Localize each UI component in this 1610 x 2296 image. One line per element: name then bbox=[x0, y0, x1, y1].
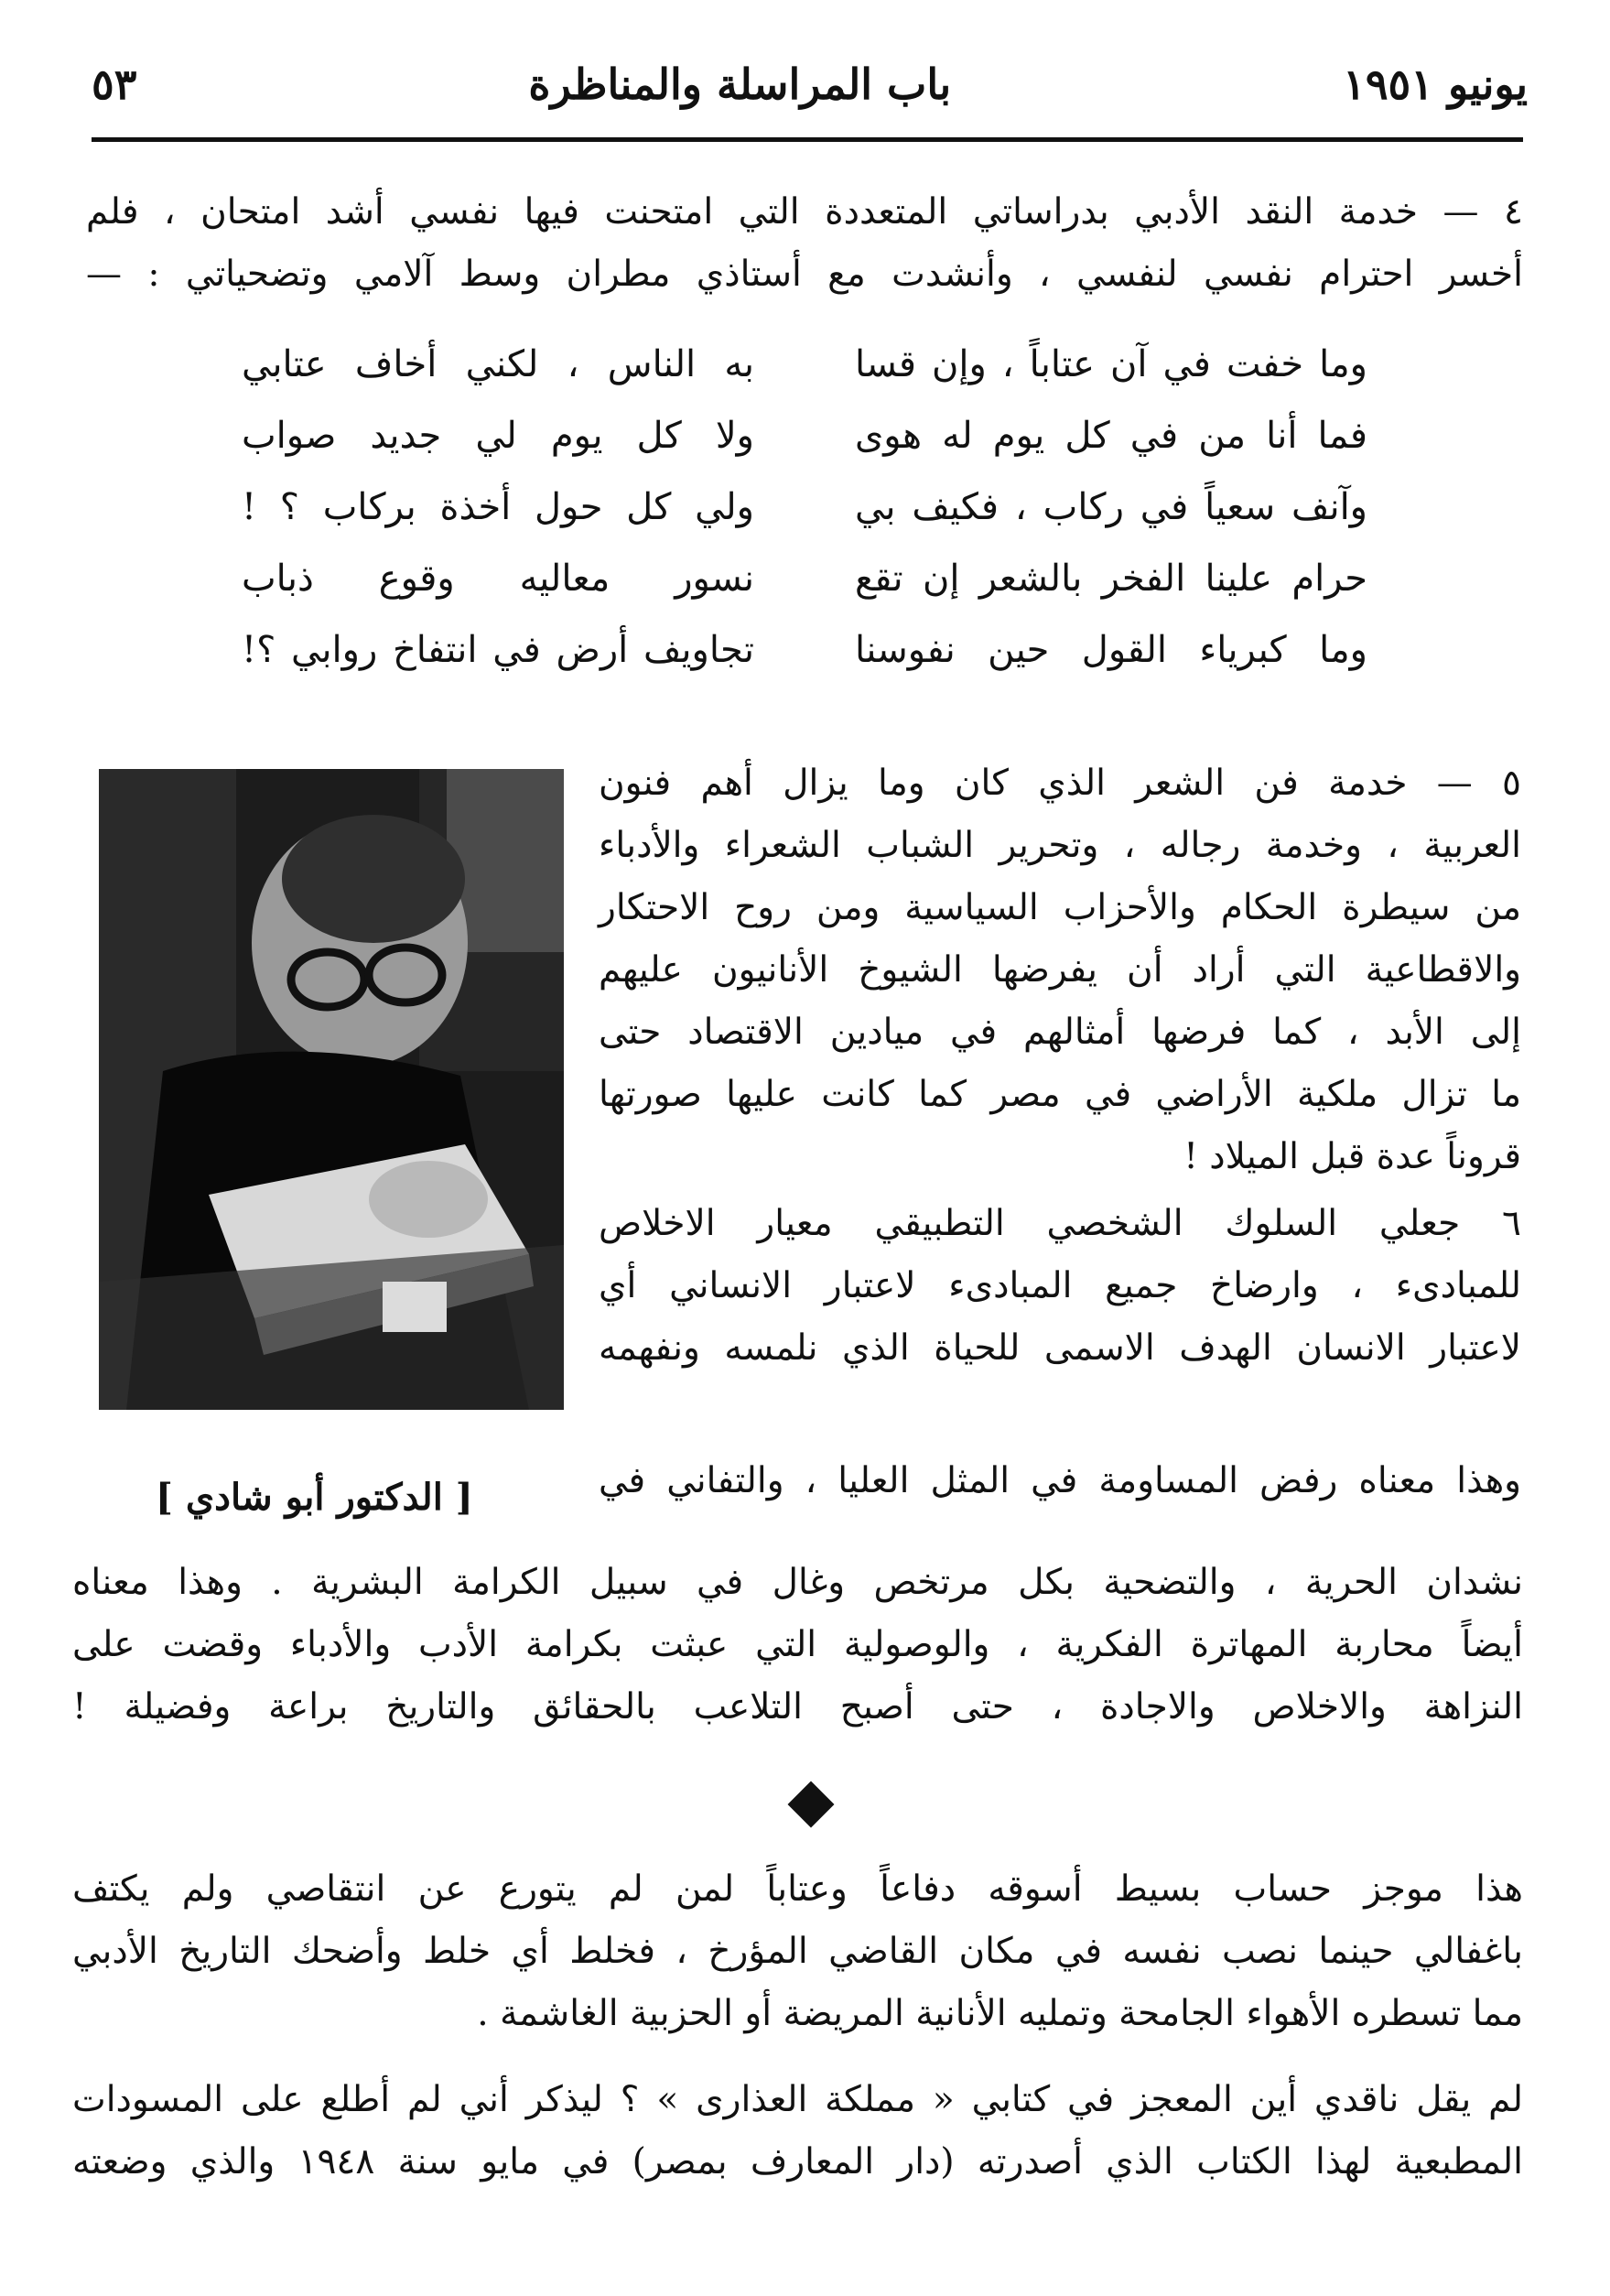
para-4-line-1: ٤ — خدمة النقد الأدبي بدراساتي المتعددة التي امتحنت فيها نفسي أشد امتحان ، فلم bbox=[86, 191, 1523, 233]
para-6-line: للمبادىء ، وارضاخ جميع المبادىء لاعتبار الانساني أي bbox=[599, 1265, 1521, 1306]
para-6-line: وهذا معناه رفض المساومة في المثل العليا ، والتفاني في bbox=[599, 1460, 1521, 1501]
verse-first-hemistich: وآنف سعياً في ركاب ، فكيف بي bbox=[855, 486, 1367, 528]
para-6-continuation-line: نشدان الحرية ، والتضحية بكل مرتخص وغال في سبيل الكرامة البشرية . وهذا معناه bbox=[72, 1562, 1523, 1603]
verse-first-hemistich: وما خفت في آن عتاباً ، وإن قسا bbox=[855, 343, 1367, 385]
para-5-line: والاقطاعية التي أراد أن يفرضها الشيوخ الأنانيون عليهم bbox=[599, 949, 1521, 991]
para-5-line: العربية ، وخدمة رجاله ، وتحرير الشباب الشعراء والأدباء bbox=[599, 825, 1521, 866]
verse-row bbox=[242, 343, 1367, 413]
para-5-line: إلى الأبد ، كما فرضها أمثالهم في ميادين الاقتصاد حتى bbox=[599, 1012, 1521, 1053]
closing-1-line: مما تسطره الأهواء الجامحة وتمليه الأنانية المريضة أو الحزبية الغاشمة . bbox=[477, 1993, 1523, 2034]
closing-1-line: باغفالي حينما نصب نفسه في مكان القاضي المؤرخ ، فخلط أي خلط وأضحك التاريخ الأدبي bbox=[72, 1931, 1523, 1972]
verse-row bbox=[242, 558, 1367, 627]
section-divider-diamond bbox=[788, 1782, 835, 1828]
author-signature: [ الدكتور أبو شادي ] bbox=[156, 1476, 473, 1519]
verse-first-hemistich: فما أنا من في كل يوم له هوى bbox=[855, 415, 1367, 457]
closing-2-line: لم يقل ناقدي أين المعجز في كتابي « مملكة العذارى » ؟ ليذكر أني لم أطلع على المسودات bbox=[72, 2079, 1523, 2120]
closing-1-line: هذا موجز حساب بسيط أسوقه دفاعاً وعتاباً لمن لم يتورع عن انتقاصي ولم يكتف bbox=[72, 1868, 1523, 1910]
verse-first-hemistich: حرام علينا الفخر بالشعر إن تقع bbox=[855, 558, 1367, 600]
author-photo bbox=[99, 769, 564, 1410]
para-5-line: ما تزال ملكية الأراضي في مصر كما كانت عليها صورتها bbox=[599, 1074, 1521, 1115]
verse-second-hemistich: تجاويف أرض في انتفاخ روابي ؟! bbox=[242, 629, 754, 671]
verse-second-hemistich: نسور معاليه وقوع ذباب bbox=[242, 558, 754, 600]
author-photo-drawing bbox=[99, 769, 564, 1410]
para-6-line: لاعتبار الانسان الهدف الاسمى للحياة الذي نلمسه ونفهمه bbox=[599, 1327, 1521, 1369]
verse-second-hemistich: ولا كل يوم لي جديد صواب bbox=[242, 415, 754, 457]
para-5-line: قروناً عدة قبل الميلاد ! bbox=[1183, 1136, 1521, 1177]
para-6-continuation-line: أيضاً محاربة المهاترة الفكرية ، والوصولية التي عبثت بكرامة الأدب والأدباء وقضت على bbox=[72, 1624, 1523, 1665]
verse-first-hemistich: وما كبرياء القول حين نفوسنا bbox=[855, 629, 1367, 671]
header-section-title: باب المراسلة والمناظرة bbox=[528, 60, 952, 109]
verse-row bbox=[242, 486, 1367, 556]
para-5-line: من سيطرة الحكام والأحزاب السياسية ومن روح الاحتكار bbox=[599, 887, 1521, 928]
closing-2-line: المطبعية لهذا الكتاب الذي أصدرته (دار المعارف بمصر) في مايو سنة ١٩٤٨ والذي وضعته bbox=[72, 2141, 1523, 2182]
verse-second-hemistich: به الناس ، لكني أخاف عتابي bbox=[242, 343, 754, 385]
verse-row bbox=[242, 629, 1367, 699]
para-4-line-2: أخسر احترام نفسي لنفسي ، وأنشدت مع أستاذي مطران وسط آلامي وتضحياتي : — bbox=[86, 254, 1523, 295]
running-head bbox=[92, 48, 1528, 121]
para-5-line: ٥ — خدمة فن الشعر الذي كان وما يزال أهم فنون bbox=[599, 763, 1521, 804]
header-rule bbox=[92, 137, 1523, 142]
para-6-continuation-line: النزاهة والاخلاص والاجادة ، حتى أصبح التلاعب بالحقائق والتاريخ براعة وفضيلة ! bbox=[72, 1686, 1523, 1727]
header-page-number: ٥٣ bbox=[92, 60, 137, 109]
para-6-line: ٦ جعلي السلوك الشخصي التطبيقي معيار الاخلاص bbox=[599, 1203, 1521, 1244]
verse-second-hemistich: ولي كل حول أخذة بركاب ؟ ! bbox=[242, 486, 754, 528]
verse-row bbox=[242, 415, 1367, 484]
header-date: يونيو ١٩٥١ bbox=[1343, 60, 1528, 109]
